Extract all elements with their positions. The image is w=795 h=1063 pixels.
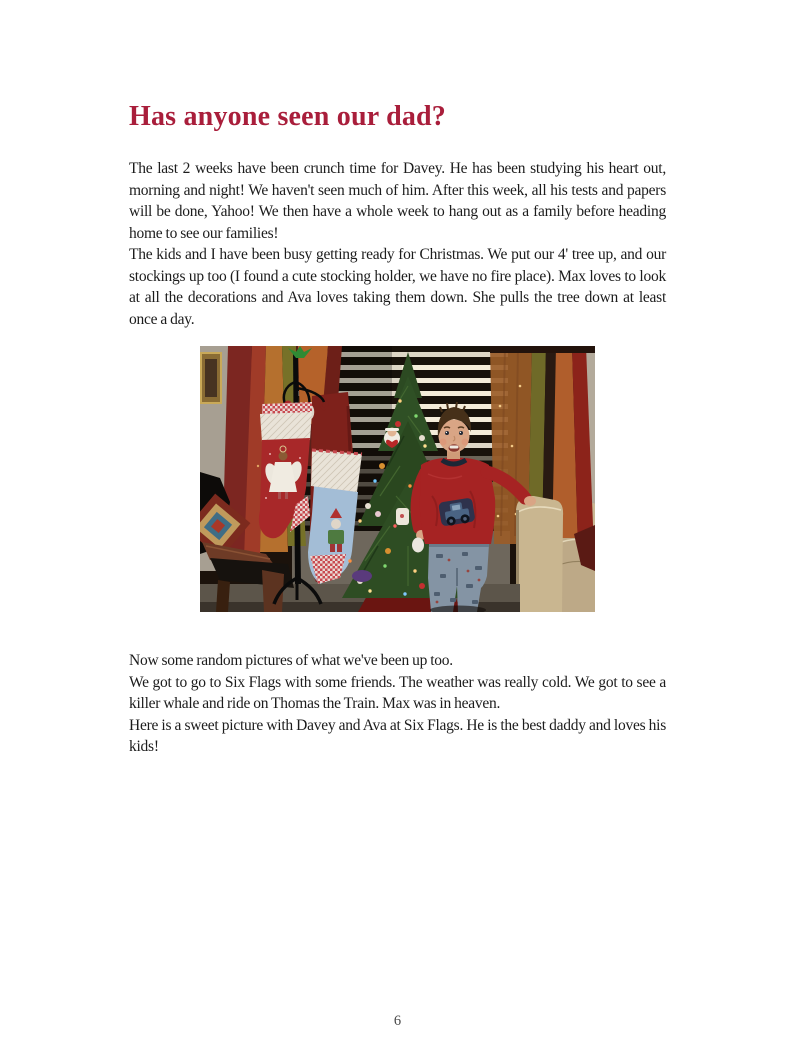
- article: [129, 100, 666, 758]
- paragraph-4: We got to go to Six Flags with some friends. The weather was really cold. We got to see a killer whale and ride on Thomas the Train. Max was in heaven.: [129, 673, 666, 712]
- paragraph-2: The kids and I have been busy getting ready for Christmas. We put our 4' tree up, and our stockings up too (I found a cute stocking holder, we have no fire place). Max loves to look at all the decorations and Ava loves taking them down. She pulls the tree down at least once a day.: [129, 246, 666, 328]
- page-title: Has anyone seen our dad?: [129, 101, 447, 132]
- body-text: [129, 158, 666, 758]
- angel-stocking: [259, 402, 312, 538]
- photo-figure: [200, 346, 595, 612]
- paragraph-5: Here is a sweet picture with Davey and Ava at Six Flags. He is the best daddy and loves his kids!: [129, 716, 666, 755]
- page-number: 6: [393, 1013, 402, 1029]
- purple-bowl: [352, 570, 372, 582]
- paragraph-3: Now some random pictures of what we've been up too.: [129, 652, 453, 669]
- christmas-photo: [200, 346, 595, 612]
- paragraph-1: The last 2 weeks have been crunch time for Davey. He has been studying his heart out, morning and night! We haven't seen much of him. After this week, all his tests and papers will be done, Yahoo! We then have a whole week to hang out as a family before heading home to see our families!: [129, 160, 666, 242]
